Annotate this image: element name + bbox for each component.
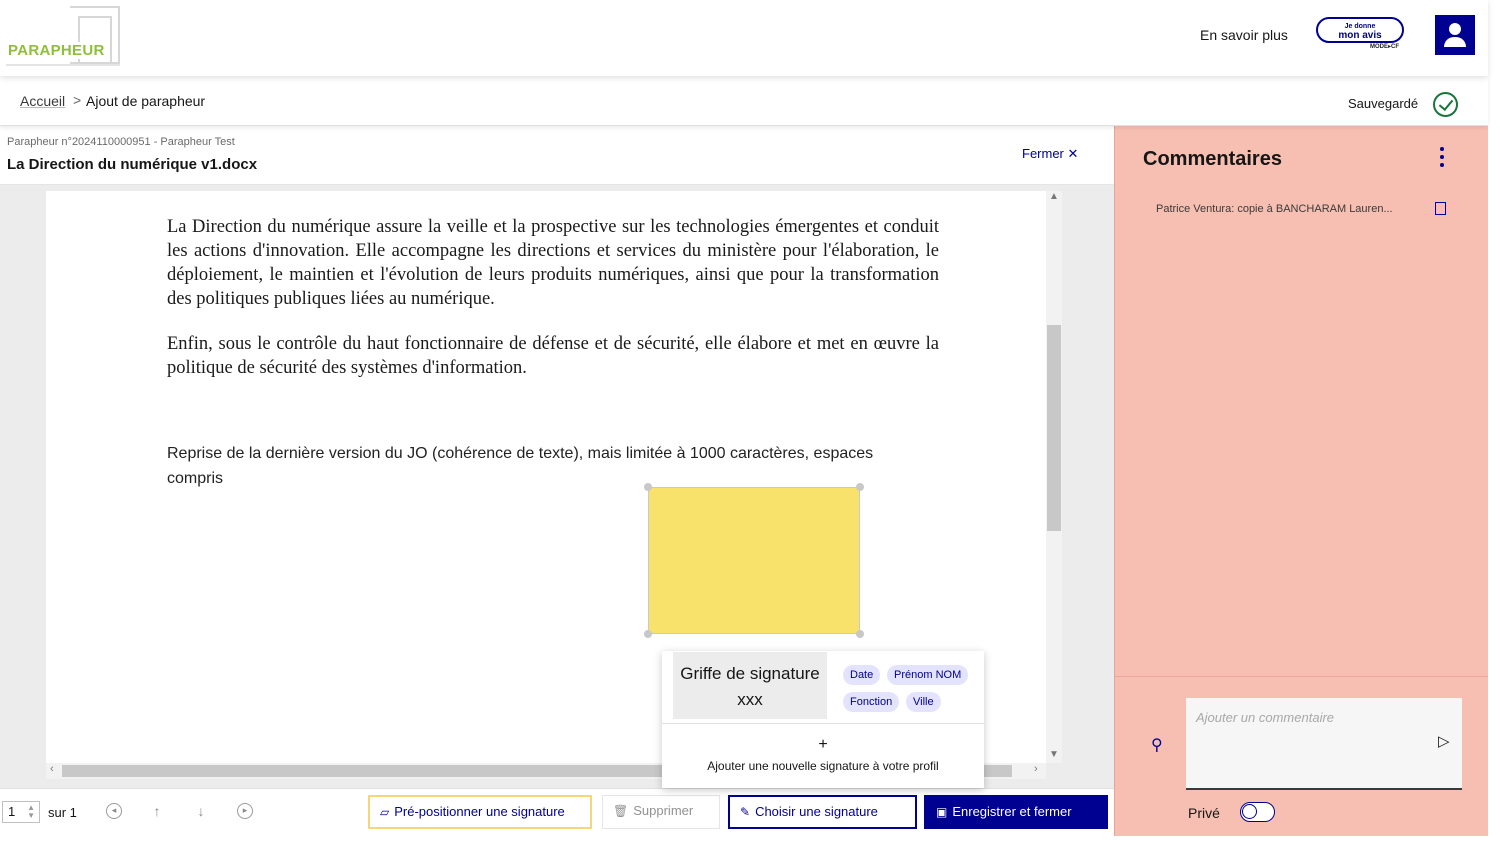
user-icon-body [1444, 37, 1466, 47]
signature-choice-popup [662, 651, 984, 788]
breadcrumb [0, 76, 1488, 126]
page-number-value: 1 [8, 804, 16, 819]
arrow-down-icon[interactable]: ↓ [197, 803, 205, 819]
save-icon: ▣ [936, 805, 948, 819]
supprimer-button[interactable] [602, 795, 720, 829]
resize-handle-bottom-right[interactable] [856, 630, 864, 638]
prepositionner-label: Pré-positionner une signature [394, 804, 565, 819]
enregistrer-fermer-button[interactable] [924, 795, 1108, 829]
user-account-button[interactable] [1435, 15, 1475, 55]
trash-icon: 🗑 [613, 804, 629, 818]
tag-fonction[interactable]: Fonction [843, 692, 899, 712]
add-user-icon[interactable]: ⚲ [1151, 737, 1163, 754]
more-vertical-icon[interactable] [1438, 147, 1446, 171]
window-edge-bottom [0, 836, 1500, 860]
viewer-toolbar [0, 788, 1114, 836]
je-donne-mon-avis-button[interactable] [1316, 17, 1404, 43]
parapheur-logo[interactable] [6, 6, 120, 66]
user-icon [1449, 23, 1461, 35]
choisir-label: Choisir une signature [755, 804, 878, 819]
copy-document-icon[interactable] [1435, 202, 1446, 215]
page-number-input[interactable] [2, 801, 40, 823]
comment-placeholder: Ajouter un commentaire [1196, 710, 1335, 725]
prepositionner-signature-button[interactable] [368, 795, 592, 829]
plus-icon[interactable]: + [818, 736, 828, 753]
tag-ville[interactable]: Ville [906, 692, 941, 712]
edit-note-icon: ▱ [380, 805, 390, 819]
signature-placeholder-box[interactable] [648, 487, 860, 634]
choisir-signature-button[interactable] [728, 795, 917, 829]
comments-panel [1114, 125, 1488, 836]
supprimer-label: Supprimer [633, 803, 694, 818]
document-paragraph-1: La Direction du numérique assure la veille et la prospective sur les technologies émergentes et conduit les actions d'innovation. Elle accompagne les directions et services du ministère pour l'élaboration, le déploiement, le maintien et l'évolution de leurs produits numériques, ainsi que pour la transformation des politiques publiques liées au numérique. [167, 217, 939, 309]
send-icon[interactable]: ▷ [1438, 733, 1450, 750]
resize-handle-bottom-left[interactable] [644, 630, 652, 638]
logo-text: PARAPHEUR [8, 42, 105, 59]
document-paragraph-2: Enfin, sous le contrôle du haut fonctionnaire de défense et de sécurité, elle élabore et met en œuvre la politique de sécurité des systèmes d'information. [167, 334, 939, 378]
scroll-right-icon[interactable]: › [1034, 763, 1038, 775]
scroll-up-icon[interactable]: ▲ [1049, 191, 1059, 202]
arrow-up-icon[interactable]: ↑ [153, 803, 161, 819]
scroll-left-icon[interactable]: ‹ [50, 763, 54, 775]
page-count-label: sur 1 [48, 805, 77, 820]
resize-handle-top-left[interactable] [644, 483, 652, 491]
breadcrumb-current: Ajout de parapheur [86, 93, 206, 109]
enregistrer-label: Enregistrer et fermer [952, 804, 1072, 819]
avis-small-text: Je donne [1344, 23, 1376, 30]
close-document-button[interactable]: Fermer ✕ [1022, 146, 1079, 161]
document-subtitle: Parapheur n°2024110000951 - Parapheur Test [7, 136, 235, 148]
last-page-icon[interactable]: ▸ [237, 803, 253, 819]
resize-handle-top-right[interactable] [856, 483, 864, 491]
avis-big-text: mon avis [1338, 30, 1382, 41]
vertical-scrollbar[interactable] [1046, 191, 1062, 763]
saved-status-label: Sauvegardé [1348, 96, 1419, 111]
add-signature-link[interactable]: Ajouter une nouvelle signature à votre profil [707, 759, 939, 773]
toggle-knob [1242, 804, 1257, 819]
breadcrumb-home-link[interactable]: Accueil [20, 93, 66, 109]
tag-prenom-nom[interactable]: Prénom NOM [887, 665, 968, 685]
scroll-down-icon[interactable]: ▼ [1049, 749, 1059, 760]
prive-toggle[interactable] [1240, 802, 1275, 822]
pen-icon: ✎ [740, 805, 751, 819]
check-circle-icon [1433, 92, 1458, 117]
griffe-signature-option[interactable]: Griffe de signature xxx [673, 652, 827, 719]
document-paragraph-3: Reprise de la dernière version du JO (cohérence de texte), mais limitée à 1000 caractères, espaces compris [167, 445, 874, 487]
breadcrumb-separator: > [73, 92, 82, 108]
page-stepper-icon[interactable]: ▲ ▼ [27, 803, 35, 820]
vertical-scroll-thumb[interactable] [1047, 325, 1061, 531]
first-page-icon[interactable]: ◂ [106, 803, 122, 819]
avis-tag-text: MODE▸CF [1370, 44, 1400, 50]
prive-label: Privé [1188, 805, 1220, 821]
tag-date[interactable]: Date [843, 665, 880, 685]
comment-entry: Patrice Ventura: copie à BANCHARAM Lauren... [1156, 203, 1393, 215]
comment-input[interactable] [1186, 698, 1462, 790]
en-savoir-plus-link[interactable]: En savoir plus [1200, 27, 1288, 43]
comments-title: Commentaires [1143, 148, 1282, 170]
document-header [0, 127, 1114, 185]
popup-divider [662, 723, 984, 724]
app-header [0, 0, 1488, 76]
logo-underline [6, 64, 120, 66]
window-edge-right [1488, 0, 1500, 860]
comments-divider [1115, 676, 1489, 677]
document-title: La Direction du numérique v1.docx [7, 156, 258, 173]
